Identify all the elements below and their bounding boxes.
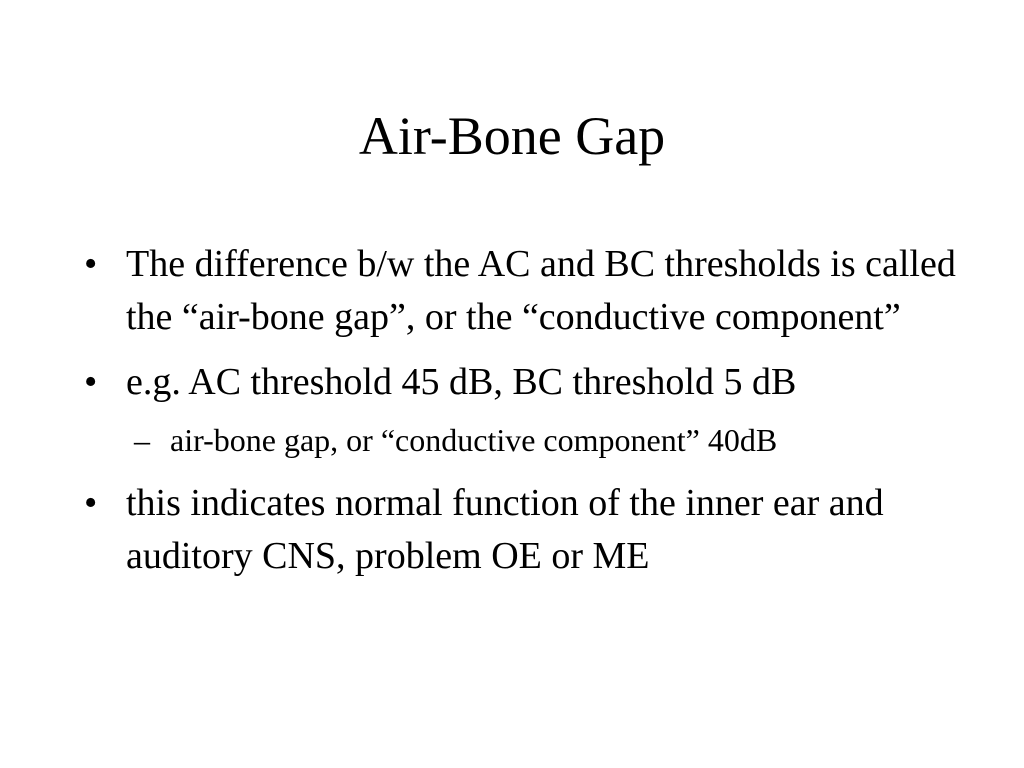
bullet-marker: • xyxy=(84,243,98,285)
bullet-marker: • xyxy=(84,361,98,403)
bullet-marker: • xyxy=(84,482,98,524)
slide-title: Air-Bone Gap xyxy=(358,106,666,166)
slide-content xyxy=(84,238,984,595)
bullet-text: The difference b/w the AC and BC thresholds is called the “air-bone gap”, or the “conductive component” xyxy=(126,243,956,338)
bullet-item xyxy=(84,477,984,583)
bullet-text: this indicates normal function of the inner ear and auditory CNS, problem OE or ME xyxy=(126,482,884,577)
bullet-item xyxy=(84,356,984,409)
bullet-text: e.g. AC threshold 45 dB, BC threshold 5 dB xyxy=(126,361,797,403)
sub-bullet-item xyxy=(84,417,984,463)
sub-bullet-marker: – xyxy=(134,422,150,458)
bullet-item xyxy=(84,238,984,344)
sub-bullet-text: air-bone gap, or “conductive component” 40dB xyxy=(170,422,778,458)
